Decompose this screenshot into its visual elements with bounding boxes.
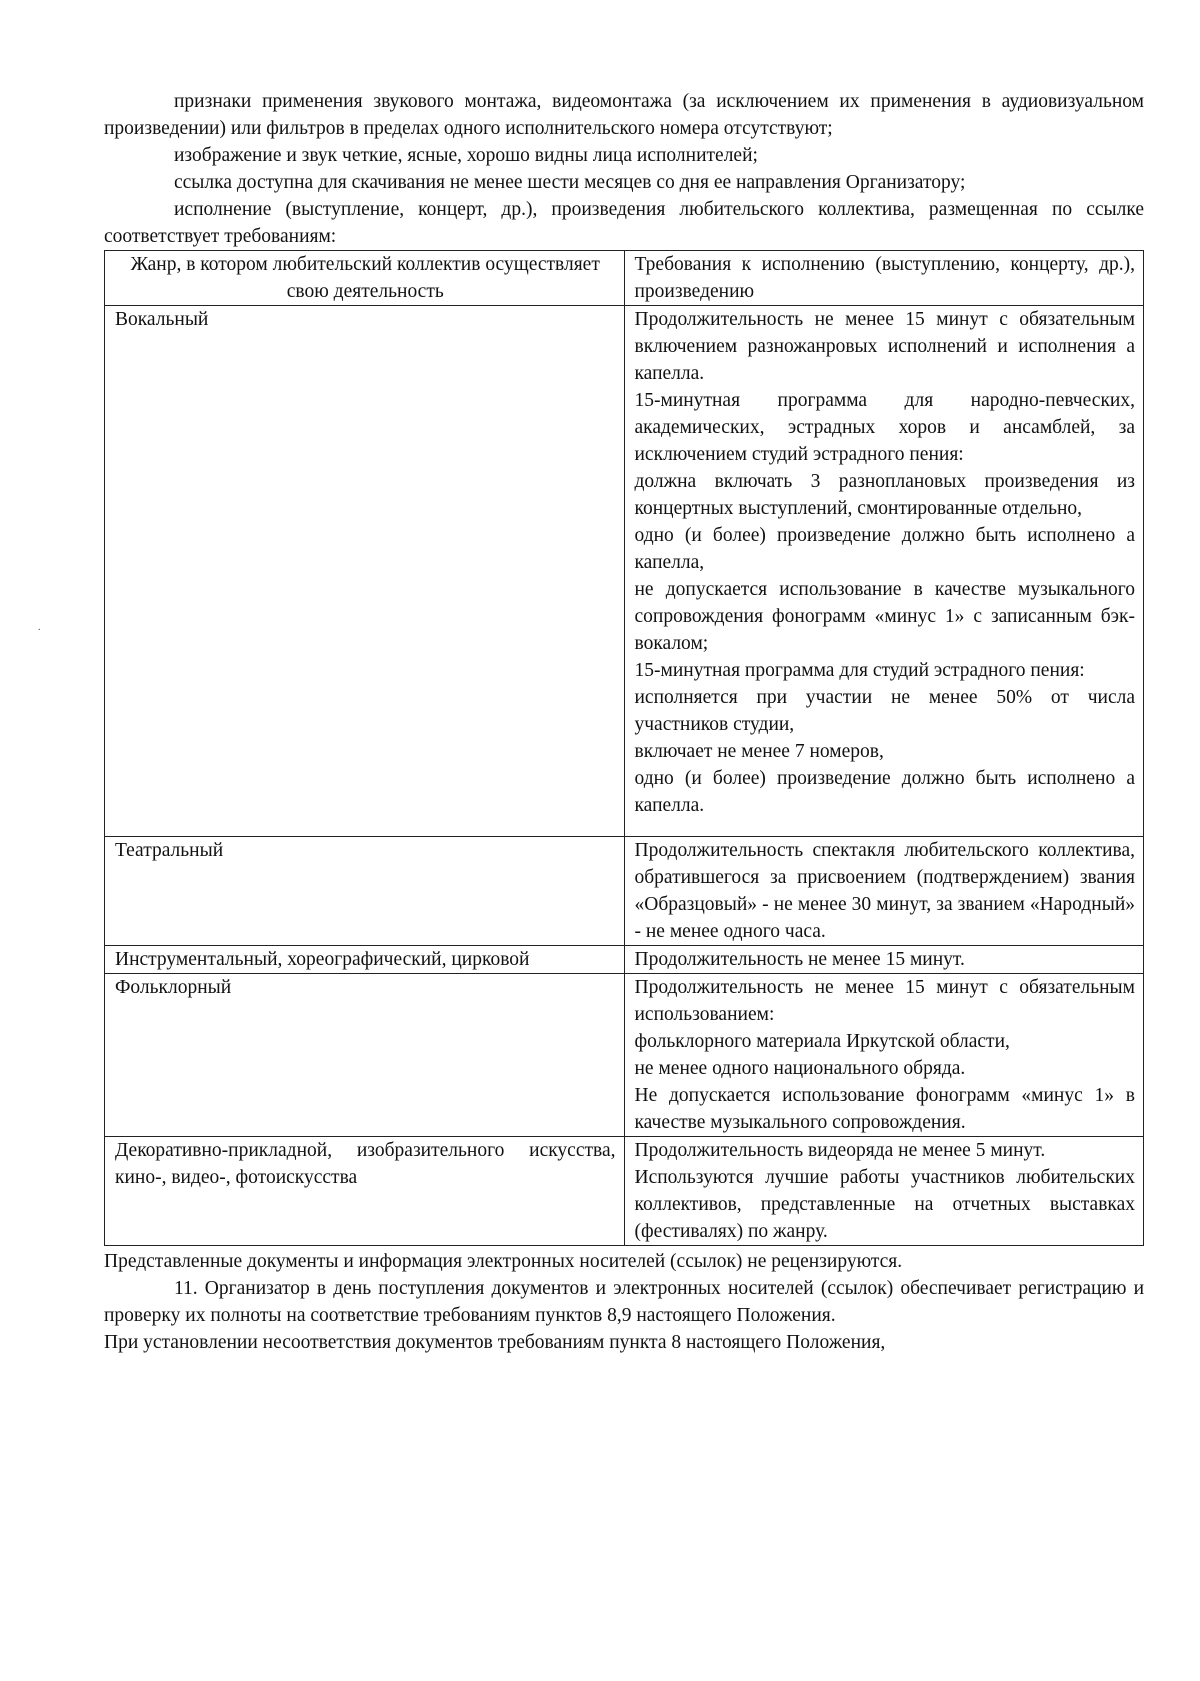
table-header-row bbox=[105, 251, 1144, 306]
requirement-line: включает не менее 7 номеров, bbox=[634, 741, 884, 762]
genre-cell: Декоративно-прикладной, изобразительного искусства, кино-, видео-, фотоискусства bbox=[105, 1137, 625, 1246]
intro-paragraph-2: изображение и звук четкие, ясные, хорошо видны лица исполнителей; bbox=[174, 145, 758, 166]
requirement-line: Продолжительность не менее 15 минут. bbox=[634, 949, 965, 970]
genre-cell: Инструментальный, хореографический, цирковой bbox=[105, 946, 625, 974]
requirement-line: одно (и более) произведение должно быть исполнено а капелла, bbox=[634, 525, 1135, 573]
header-requirements: Требования к исполнению (выступлению, концерту, др.), произведению bbox=[624, 251, 1144, 306]
genre-cell: Фольклорный bbox=[105, 974, 625, 1137]
genre-cell: Театральный bbox=[105, 837, 625, 946]
requirement-line: Используются лучшие работы участников любительских коллективов, представленные на отчетных выставках (фестивалях) по жанру. bbox=[634, 1167, 1135, 1242]
requirement-line: Продолжительность видеоряда не менее 5 минут. bbox=[634, 1140, 1046, 1161]
document-page bbox=[104, 88, 1144, 1356]
after-paragraph-3: При установлении несоответствия документов требованиям пункта 8 настоящего Положения, bbox=[104, 1332, 886, 1353]
intro-paragraph-4: исполнение (выступление, концерт, др.), произведения любительского коллектива, размещенная по ссылке соответствует требованиям: bbox=[104, 199, 1144, 247]
scan-speck: . bbox=[38, 622, 41, 633]
requirement-line: не допускается использование в качестве музыкального сопровождения фонограмм «минус 1» с записанным бэк-вокалом; bbox=[634, 579, 1135, 654]
section-11-paragraph: 11. Организатор в день поступления документов и электронных носителей (ссылок) обеспечивает регистрацию и проверку их полноты на соответствие требованиям пунктов 8,9 настоящего Положения. bbox=[104, 1278, 1144, 1326]
table-row bbox=[105, 974, 1144, 1137]
requirements-cell bbox=[624, 837, 1144, 946]
requirement-line: Продолжительность спектакля любительского коллектива, обратившегося за присвоением (подтверждением) звания «Образцовый» - не менее 30 минут, за званием «Народный» - не менее одного часа. bbox=[634, 840, 1135, 942]
intro-paragraph-1: признаки применения звукового монтажа, видеомонтажа (за исключением их применения в аудиовизуальном произведении) или фильтров в пределах одного исполнительского номера отсутствуют; bbox=[104, 91, 1144, 139]
requirements-cell bbox=[624, 1137, 1144, 1246]
requirements-cell bbox=[624, 306, 1144, 837]
requirement-line: не менее одного национального обряда. bbox=[634, 1058, 966, 1079]
requirement-line: Продолжительность не менее 15 минут с обязательным использованием: bbox=[634, 977, 1135, 1025]
requirement-line: должна включать 3 разноплановых произведения из концертных выступлений, смонтированные отдельно, bbox=[634, 471, 1135, 519]
table-row bbox=[105, 946, 1144, 974]
requirement-line: 15-минутная программа для студий эстрадного пения: bbox=[634, 660, 1085, 681]
requirement-line: одно (и более) произведение должно быть исполнено а капелла. bbox=[634, 768, 1135, 816]
requirements-table bbox=[104, 250, 1144, 1246]
genre-cell: Вокальный bbox=[105, 306, 625, 837]
table-row bbox=[105, 1137, 1144, 1246]
table-row bbox=[105, 837, 1144, 946]
requirements-cell bbox=[624, 946, 1144, 974]
table-row bbox=[105, 306, 1144, 837]
after-paragraph-1: Представленные документы и информация электронных носителей (ссылок) не рецензируются. bbox=[104, 1251, 903, 1272]
requirement-line: фольклорного материала Иркутской области, bbox=[634, 1031, 1010, 1052]
requirement-line: Продолжительность не менее 15 минут с обязательным включением разножанровых исполнений и исполнения а капелла. bbox=[634, 309, 1135, 384]
requirements-cell bbox=[624, 974, 1144, 1137]
requirement-line: исполняется при участии не менее 50% от числа участников студии, bbox=[634, 687, 1135, 735]
requirement-line: 15-минутная программа для народно-певческих, академических, эстрадных хоров и ансамблей, за исключением студий эстрадного пения: bbox=[634, 390, 1135, 465]
requirement-line: Не допускается использование фонограмм «минус 1» в качестве музыкального сопровождения. bbox=[634, 1085, 1135, 1133]
intro-paragraph-3: ссылка доступна для скачивания не менее шести месяцев со дня ее направления Организатору; bbox=[174, 172, 966, 193]
header-genre: Жанр, в котором любительский коллектив осуществляет свою деятельность bbox=[105, 251, 625, 306]
